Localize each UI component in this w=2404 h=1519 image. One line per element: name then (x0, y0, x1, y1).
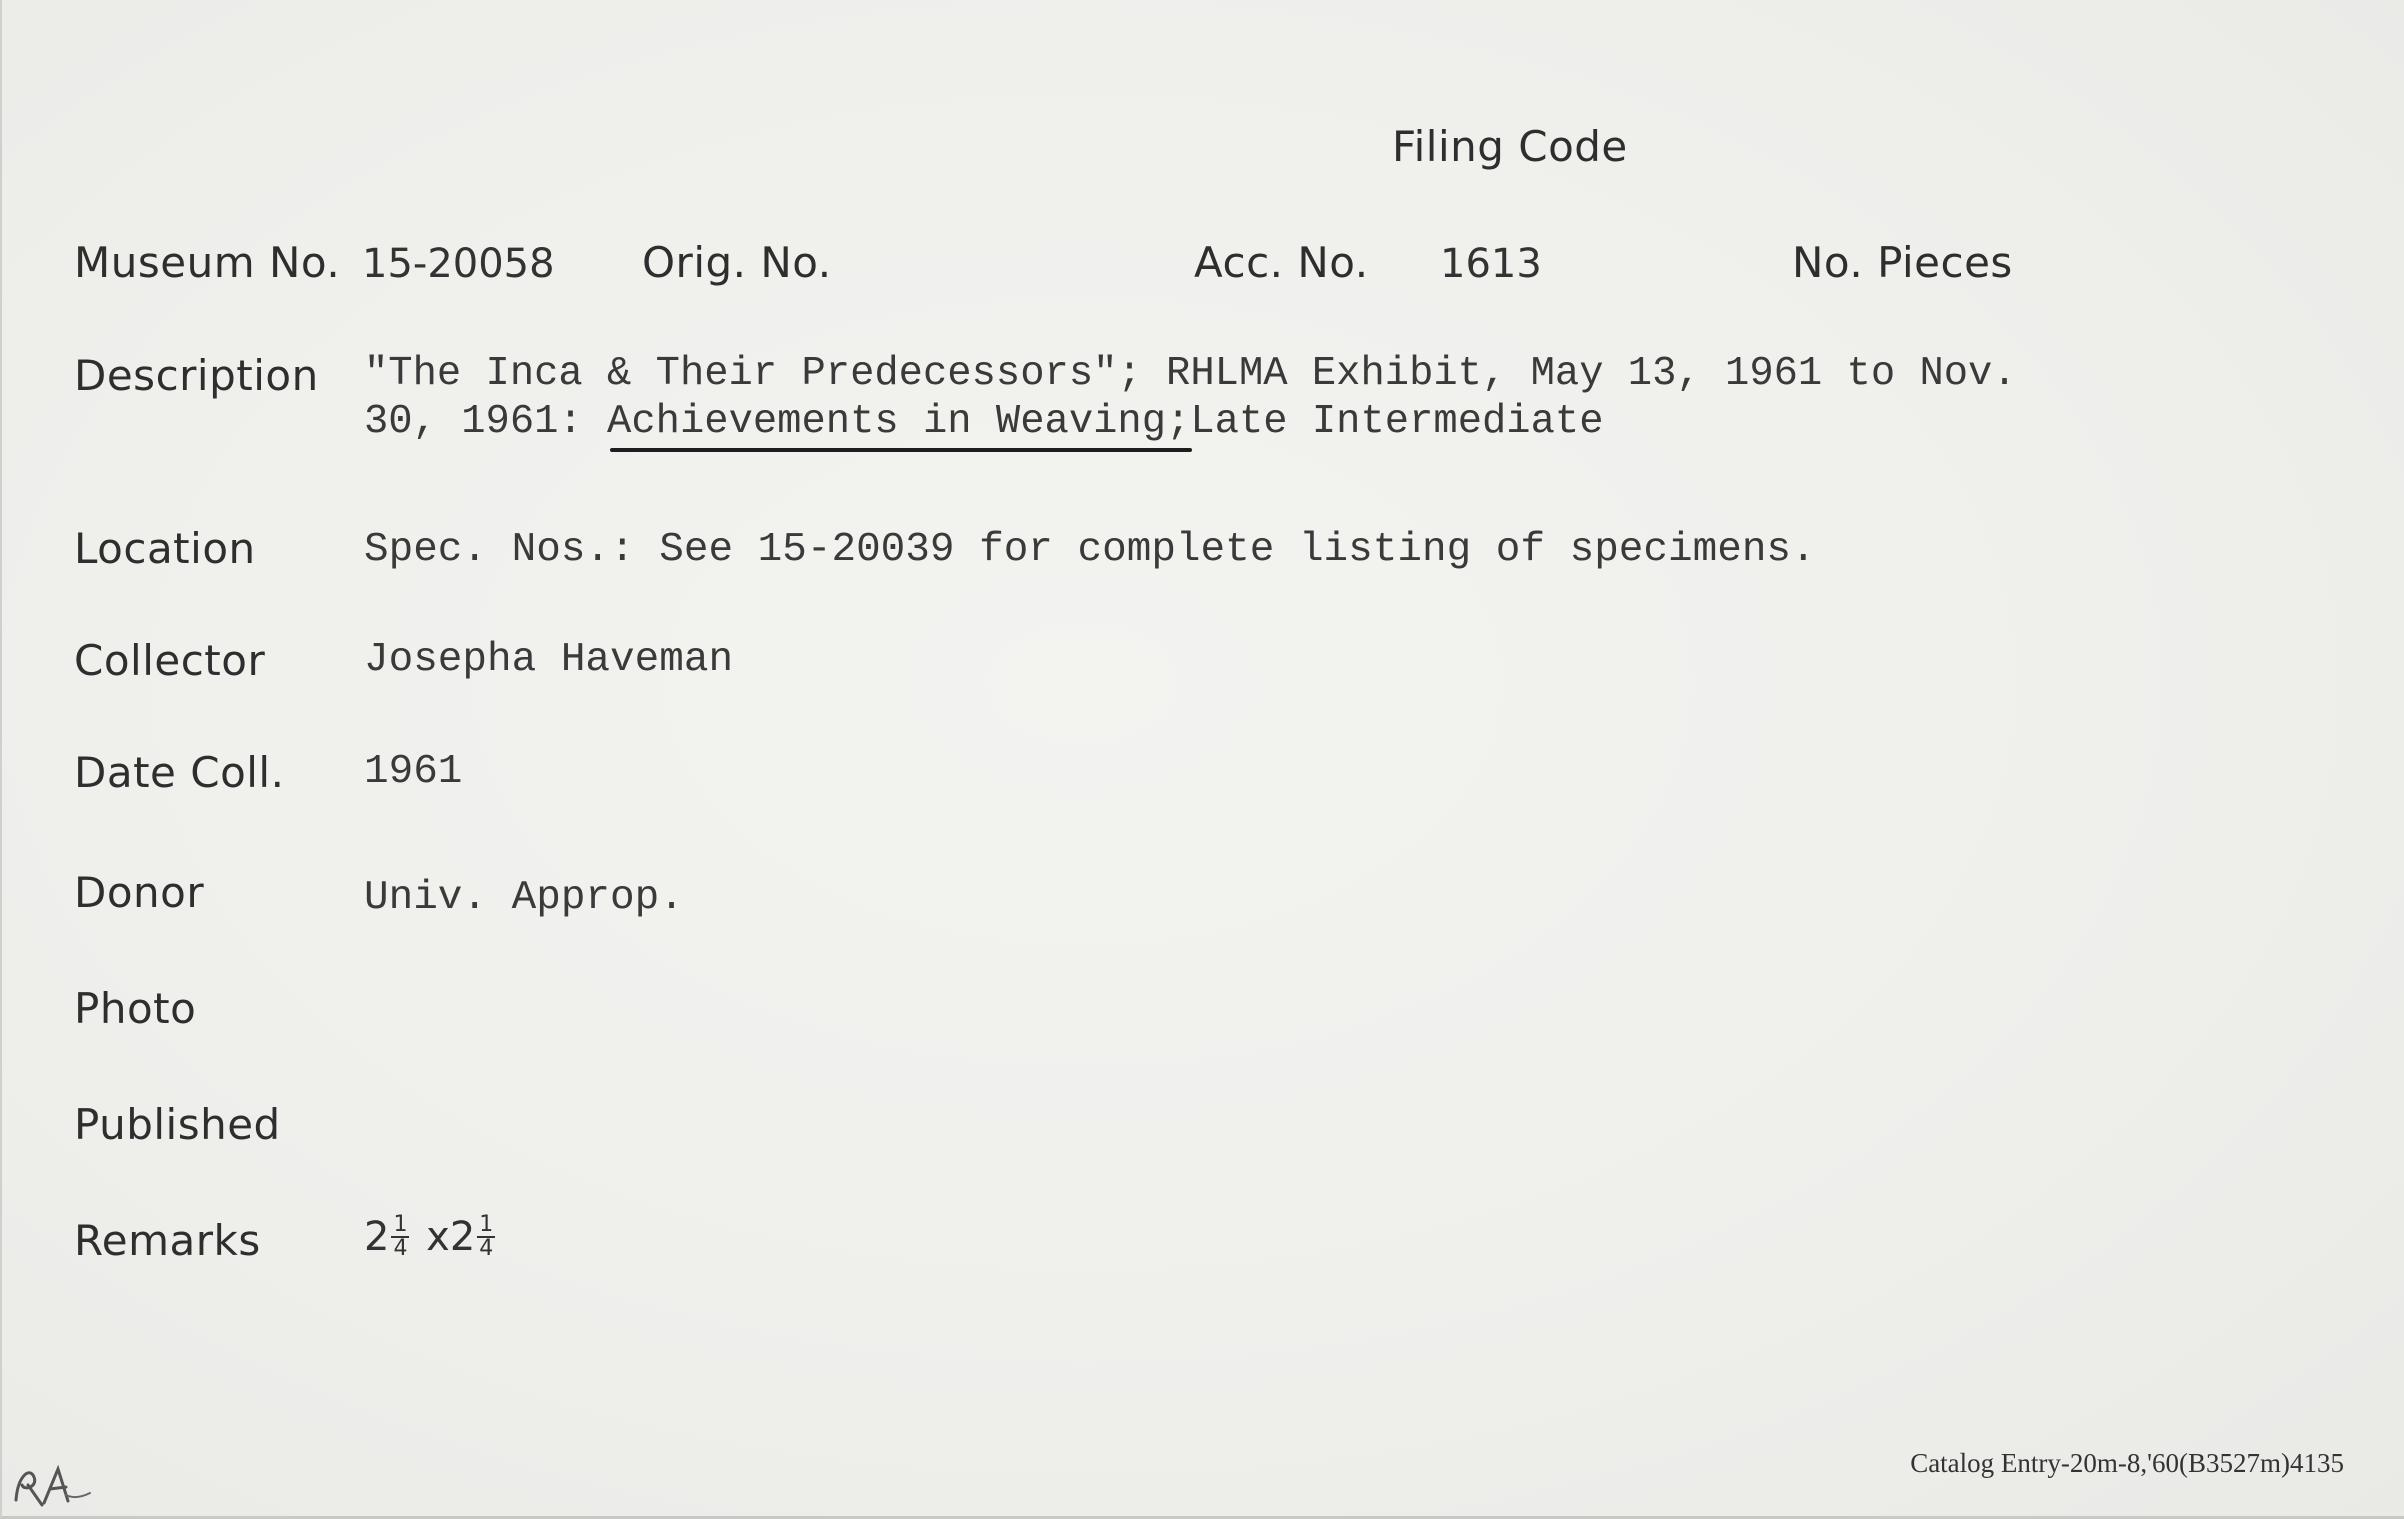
acc-no-value: 1613 (1440, 241, 1542, 287)
remarks-whole-1: 2 (364, 1214, 390, 1260)
donor-label: Donor (74, 868, 205, 917)
collector-value: Josepha Haveman (364, 637, 734, 683)
published-label: Published (74, 1100, 281, 1149)
remarks-denominator-2: 4 (479, 1236, 494, 1261)
date-coll-value: 1961 (364, 749, 463, 795)
location-value: Spec. Nos.: See 15-20039 for complete listing of specimens. (364, 527, 1816, 573)
remarks-label: Remarks (74, 1216, 261, 1265)
remarks-fraction-2 (477, 1214, 495, 1260)
description-line-2-prefix: 30, 1961: (364, 399, 608, 445)
description-underlined-title: Achievements in Weaving (607, 399, 1167, 445)
remarks-numerator-2: 1 (479, 1212, 494, 1237)
no-pieces-label: No. Pieces (1792, 238, 2013, 287)
catalog-footer: Catalog Entry-20m-8,'60(B3527m)4135 (1910, 1448, 2344, 1478)
description-line-1: "The Inca & Their Predecessors"; RHLMA Exhibit, May 13, 1961 to Nov. (364, 351, 2017, 397)
location-label: Location (74, 524, 256, 573)
date-coll-label: Date Coll. (74, 748, 285, 797)
acc-no-label: Acc. No. (1194, 238, 1369, 287)
donor-value: Univ. Approp. (364, 875, 684, 921)
museum-no-label: Museum No. (74, 238, 341, 287)
handwritten-initials-signature (8, 1455, 98, 1515)
description-label: Description (74, 351, 319, 400)
photo-label: Photo (74, 984, 197, 1033)
museum-no-value: 15-20058 (362, 241, 555, 287)
title-underline (610, 448, 1192, 452)
remarks-value (364, 1214, 499, 1260)
remarks-fraction-1 (391, 1214, 409, 1260)
description-line-2-suffix: ;Late Intermediate (1166, 399, 1604, 445)
orig-no-label: Orig. No. (642, 238, 832, 287)
description-line-2 (364, 399, 1604, 445)
filing-code-label: Filing Code (1392, 122, 1628, 171)
remarks-separator: x2 (413, 1214, 476, 1260)
collector-label: Collector (74, 636, 266, 685)
remarks-numerator-1: 1 (393, 1212, 408, 1237)
remarks-denominator-1: 4 (393, 1236, 408, 1261)
